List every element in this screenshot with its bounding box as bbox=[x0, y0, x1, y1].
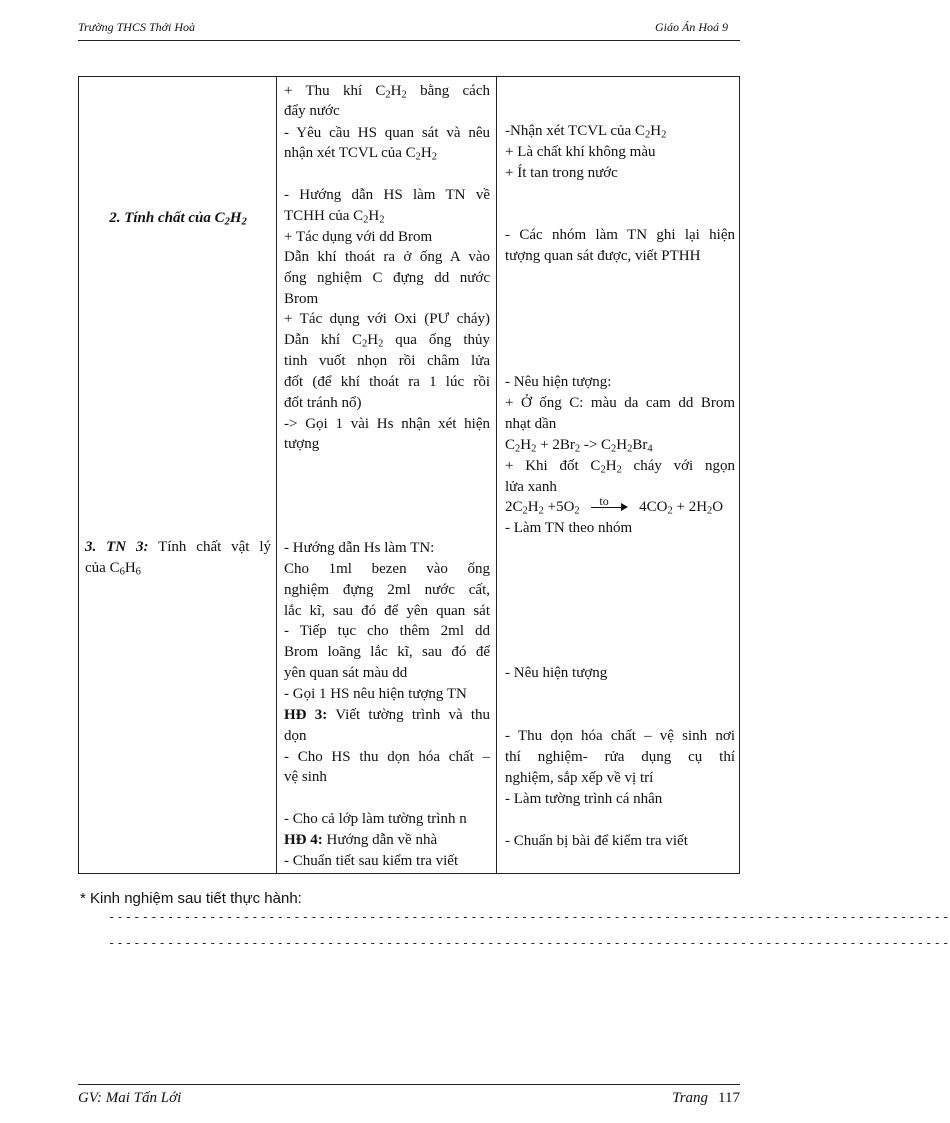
teacher-line: tượng bbox=[284, 436, 320, 452]
student-line: nhạt dần bbox=[505, 416, 557, 432]
teacher-line: dọn bbox=[284, 728, 307, 744]
page-indicator: Trang 117 bbox=[672, 1090, 740, 1106]
experience-notes-heading: * Kinh nghiệm sau tiết thực hành: bbox=[80, 890, 302, 907]
teacher-line: + Tác dụng với Oxi (PƯ cháy) bbox=[284, 311, 490, 327]
teacher-line: - Hướng dẫn Hs làm TN: bbox=[284, 540, 435, 556]
teacher-line: Brom bbox=[284, 291, 319, 307]
student-line: + Khi đốt $C_2H_2$ cháy với ngọn bbox=[505, 458, 735, 476]
teacher-name: GV: Mai Tấn Lới bbox=[78, 1090, 182, 1106]
reaction-arrow bbox=[587, 494, 631, 515]
teacher-line: lắc kĩ, sau đó để yên quan sát bbox=[284, 603, 490, 619]
section-3-title-line2: của $C_6H_6$ bbox=[85, 560, 141, 578]
student-line: - Làm TN theo nhóm bbox=[505, 520, 633, 536]
teacher-line: tinh vuốt nhọn rồi châm lửa bbox=[284, 353, 490, 369]
teacher-line: đốt (để khí thoát ra 1 lúc rồi bbox=[284, 374, 490, 390]
teacher-line: - Yêu cầu HS quan sát và nêu bbox=[284, 125, 490, 141]
subject-title: Giáo Án Hoá 9 bbox=[655, 20, 728, 34]
teacher-line: - Gọi 1 HS nêu hiện tượng TN bbox=[284, 686, 467, 702]
student-line: - Chuẩn bị bài để kiểm tra viết bbox=[505, 833, 688, 849]
teacher-line: Dẫn khí $C_2H_2$ qua ống thủy bbox=[284, 332, 490, 350]
teacher-line: - Cho HS thu dọn hóa chất – bbox=[284, 749, 490, 765]
student-line: - Làm tường trình cá nhân bbox=[505, 791, 663, 807]
content-column bbox=[85, 77, 271, 873]
student-line: lửa xanh bbox=[505, 479, 557, 495]
lesson-table bbox=[78, 76, 740, 874]
teacher-line: đốt tránh nổ) bbox=[284, 395, 362, 411]
teacher-line: Dẫn khí thoát ra ở ống A vào bbox=[284, 249, 490, 265]
arrow-head-icon bbox=[621, 503, 628, 511]
teacher-line: + Thu khí $C_2H_2$ bằng cách bbox=[284, 83, 490, 101]
student-column bbox=[505, 77, 735, 873]
student-line: - Các nhóm làm TN ghi lại hiện bbox=[505, 227, 735, 243]
teacher-line: đẩy nước bbox=[284, 103, 340, 119]
student-line: - Nêu hiện tượng bbox=[505, 665, 608, 681]
heat-condition: to bbox=[599, 494, 609, 508]
section-2-title: 2. Tính chất của $C_2H_2$ bbox=[109, 210, 247, 228]
school-name: Trường THCS Thới Hoà bbox=[78, 20, 196, 34]
page-number: 117 bbox=[718, 1090, 740, 1106]
header-rule bbox=[78, 40, 740, 41]
student-line: + Là chất khí không màu bbox=[505, 144, 656, 160]
teacher-line: - Tiếp tục cho thêm 2ml dd bbox=[284, 623, 490, 639]
notes-dashed-line: ---------------------------------------------------------------------------------------------------- bbox=[108, 910, 950, 924]
teacher-line: vệ sinh bbox=[284, 769, 327, 785]
student-line: + Ở ống C: màu da cam dd Brom bbox=[505, 395, 735, 411]
student-line: tượng quan sát được, viết PTHH bbox=[505, 248, 701, 264]
section-3-title: 3. TN 3: Tính chất vật lý bbox=[85, 539, 272, 555]
footer-rule bbox=[78, 1084, 740, 1085]
teacher-column bbox=[284, 77, 490, 873]
activity-3-line: HĐ 3: Viết tường trình và thu bbox=[284, 707, 491, 723]
combustion-equation: $2C_2H_2 +5O_2$ to $4CO_2 + 2H_2O$ bbox=[505, 497, 735, 518]
student-line: nghiệm, sắp xếp về vị trí bbox=[505, 770, 654, 786]
teacher-line: + Tác dụng với dd Brom bbox=[284, 229, 433, 245]
teacher-line: ống nghiệm C đựng dd nước bbox=[284, 270, 490, 286]
teacher-line: TCHH của $C_2H_2$ bbox=[284, 208, 385, 226]
student-line: $C_2H_2 + 2Br_2 -> C_2H_2Br_4$ bbox=[505, 437, 653, 455]
student-line: - Nêu hiện tượng: bbox=[505, 374, 612, 390]
column-divider bbox=[276, 77, 277, 873]
teacher-line: - Cho cả lớp làm tường trình n bbox=[284, 811, 467, 827]
teacher-line: Cho 1ml bezen vào ống bbox=[284, 561, 490, 577]
teacher-line: - Chuẩn tiết sau kiểm tra viết bbox=[284, 853, 459, 869]
notes-dashed-line: ---------------------------------------------------------------------------------------------------- bbox=[108, 936, 950, 950]
student-line: -Nhận xét TCVL của $C_2H_2$ bbox=[505, 123, 667, 141]
student-line: + Ít tan trong nước bbox=[505, 165, 618, 181]
teacher-line: - Hướng dẫn HS làm TN về bbox=[284, 187, 490, 203]
student-line: - Thu dọn hóa chất – vệ sinh nơi bbox=[505, 728, 735, 744]
activity-4-line: HĐ 4: Hướng dẫn về nhà bbox=[284, 832, 438, 848]
teacher-line: nhận xét TCVL của $C_2H_2$ bbox=[284, 145, 437, 163]
teacher-line: -> Gọi 1 vài Hs nhận xét hiện bbox=[284, 416, 490, 432]
student-line: thí nghiệm- rửa dụng cụ thí bbox=[505, 749, 735, 765]
page-footer bbox=[78, 1090, 740, 1108]
teacher-line: nghiệm đựng 2ml nước cất, bbox=[284, 582, 490, 598]
teacher-line: Brom loãng lắc kĩ, sau đó để bbox=[284, 644, 490, 660]
teacher-line: yên quan sát màu dd bbox=[284, 665, 408, 681]
column-divider bbox=[496, 77, 497, 873]
page-header bbox=[78, 20, 728, 38]
